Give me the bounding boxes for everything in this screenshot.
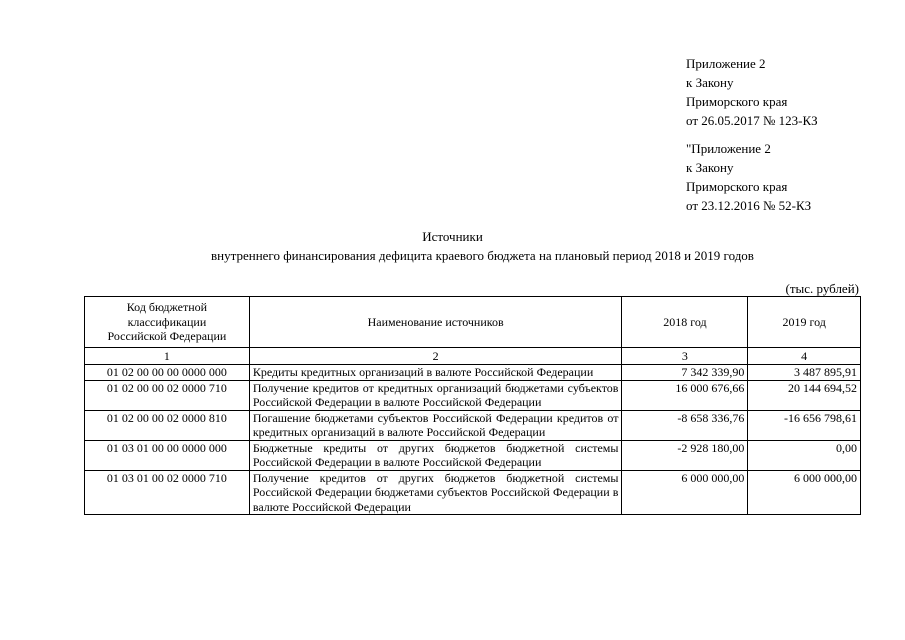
- header-code-line: классификации: [127, 314, 207, 329]
- budget-code: 01 02 00 00 02 0000 710: [85, 380, 250, 410]
- appendix-label: Приложение 2: [686, 56, 766, 71]
- table-row: [85, 380, 861, 410]
- source-name: Бюджетные кредиты от других бюджетов бюджетной системы Российской Федерации в валюте Российской Федерации: [249, 440, 622, 470]
- budget-code: 01 03 01 00 00 0000 000: [85, 440, 250, 470]
- value-2019: 0,00: [748, 440, 861, 470]
- value-2018: -8 658 336,76: [622, 410, 748, 440]
- header-2019: 2019 год: [748, 297, 861, 348]
- unit-note: (тыс. рублей): [785, 281, 859, 296]
- table-row: [85, 440, 861, 470]
- header-code-line: Код бюджетной: [126, 300, 208, 315]
- value-2019: 3 487 895,91: [748, 365, 861, 381]
- header-2018: 2018 год: [622, 297, 748, 348]
- value-2019: 20 144 694,52: [748, 380, 861, 410]
- appendix-date-number: от 23.12.2016 № 52-КЗ: [686, 198, 812, 213]
- source-name: Кредиты кредитных организаций в валюте Российской Федерации: [249, 365, 622, 381]
- appendix-law-ref: к Закону: [686, 160, 734, 175]
- table-row: [85, 470, 861, 515]
- value-2019: 6 000 000,00: [748, 470, 861, 515]
- source-name: Получение кредитов от других бюджетов бюджетной системы Российской Федерации бюджетами субъектов Российской Федерации в валюте Российской Федерации: [249, 470, 622, 515]
- value-2018: 16 000 676,66: [622, 380, 748, 410]
- table-row: [85, 365, 861, 381]
- document-title: Источники: [422, 229, 483, 244]
- value-2018: 7 342 339,90: [622, 365, 748, 381]
- appendix-label: "Приложение 2: [686, 141, 771, 156]
- value-2018: -2 928 180,00: [622, 440, 748, 470]
- budget-code: 01 03 01 00 02 0000 710: [85, 470, 250, 515]
- appendix-region: Приморского края: [686, 179, 788, 194]
- source-name: Получение кредитов от кредитных организаций бюджетами субъектов Российской Федерации в валюте Российской Федерации: [249, 380, 622, 410]
- header-code-line: Российской Федерации: [107, 329, 227, 344]
- value-2018: 6 000 000,00: [622, 470, 748, 515]
- value-2019: -16 656 798,61: [748, 410, 861, 440]
- table-row: [85, 410, 861, 440]
- header-code: [85, 297, 250, 348]
- budget-code: 01 02 00 00 00 0000 000: [85, 365, 250, 381]
- header-name: Наименование источников: [249, 297, 622, 348]
- table-header-row: [85, 297, 861, 348]
- column-number-row: [85, 348, 861, 365]
- appendix-header-original: [686, 139, 811, 215]
- column-number: 4: [748, 348, 861, 365]
- budget-code: 01 02 00 00 02 0000 810: [85, 410, 250, 440]
- column-number: 2: [249, 348, 622, 365]
- column-number: 1: [85, 348, 250, 365]
- appendix-law-ref: к Закону: [686, 75, 734, 90]
- document-subtitle: внутреннего финансирования дефицита краевого бюджета на плановый период 2018 и 2019 годов: [211, 248, 754, 263]
- appendix-date-number: от 26.05.2017 № 123-КЗ: [686, 113, 818, 128]
- column-number: 3: [622, 348, 748, 365]
- source-name: Погашение бюджетами субъектов Российской Федерации кредитов от кредитных организаций в валюте Российской Федерации: [249, 410, 622, 440]
- appendix-header-current: [686, 54, 818, 130]
- appendix-region: Приморского края: [686, 94, 788, 109]
- financing-sources-table: [84, 296, 861, 515]
